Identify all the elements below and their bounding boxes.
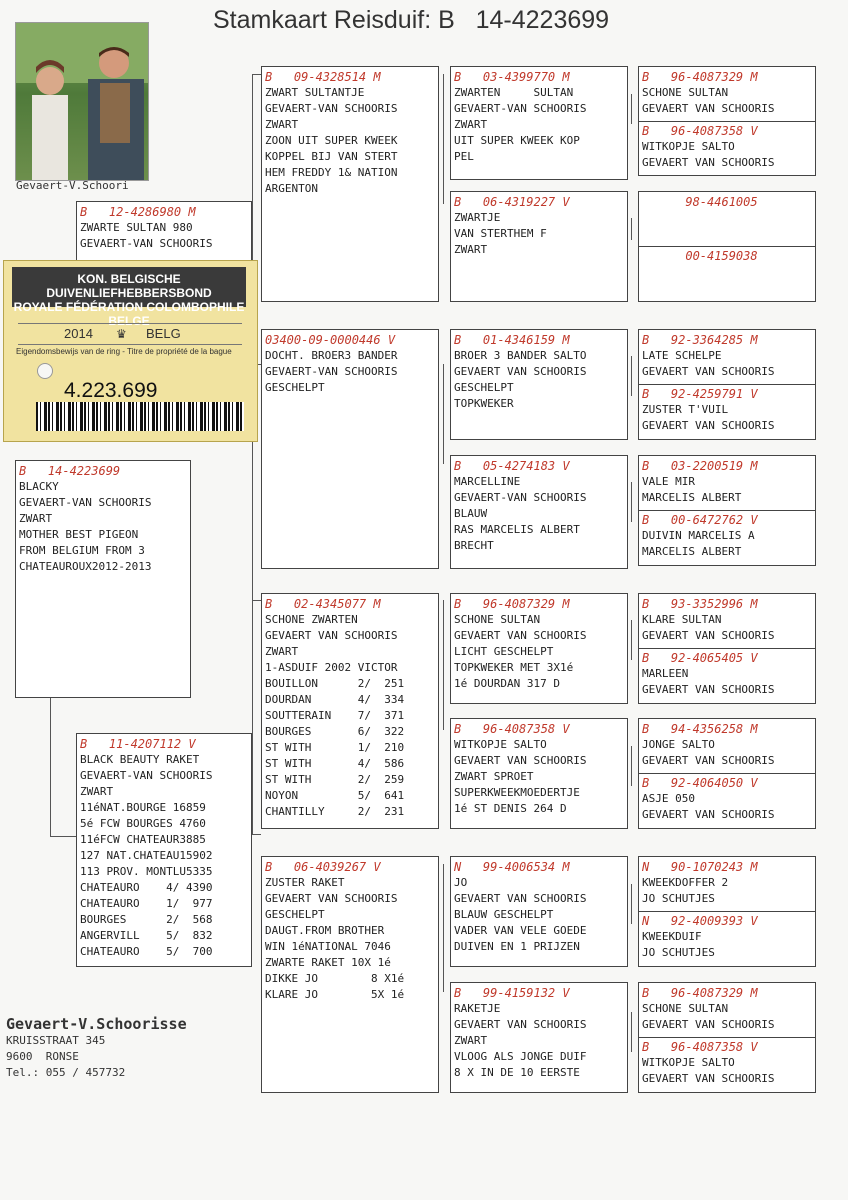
info-line: 8 X IN DE 10 EERSTE [454,1066,580,1079]
info-line: BLACK BEAUTY RAKET [80,753,200,766]
info-line: GEVAERT VAN SCHOORIS [642,808,775,821]
g4-sire [642,721,812,769]
info-line: ZWART [80,785,114,798]
g4-sire [642,194,812,210]
divider [639,648,815,649]
connector [631,356,632,396]
g4-pair-box [638,191,816,302]
info-line: GEVAERT VAN SCHOORIS [642,629,775,642]
info-line: ZWARTEN SULTAN [454,86,574,99]
g4-sire [642,985,812,1033]
info-line: MARCELLINE [454,475,521,488]
info-line: MOTHER BEST PIGEON [19,528,139,541]
info-line: PEL [454,150,474,163]
info-line: GEVAERT VAN SCHOORIS [454,892,587,905]
great-grandparent-box [450,982,628,1093]
info-line: ZUSTER RAKET [265,876,345,889]
ring-number: B 09-4328514 M [265,70,381,84]
great-grandparent-box [450,191,628,302]
great-grandparent-box [450,856,628,967]
connector [252,600,261,601]
g4-sire [642,69,812,117]
info-line: VADER VAN VELE GOEDE [454,924,587,937]
ring-number: B 96-4087329 M [642,986,758,1000]
page-title: Stamkaart Reisduif: B 14-4223699 [213,6,610,34]
ring-number: N 99-4006534 M [454,860,570,874]
grandparent-box [261,856,439,1093]
info-line: GEVAERT VAN SCHOORIS [642,102,775,115]
divider [639,1037,815,1038]
ring-card-subtitle: Eigendomsbewijs van de ring - Titre de propriété de la bague [16,347,232,356]
info-line: GESCHELPT [265,908,325,921]
info-line: WITKOPJE SALTO [642,140,735,153]
connector [50,836,76,837]
connector [631,218,632,240]
result-line: ST WITH 2/ 259 [265,773,405,786]
ring-number: B 06-4039267 V [265,860,381,874]
ring-number: B 03-4399770 M [454,70,570,84]
info-line: 127 NAT.CHATEAU15902 [80,849,213,862]
ring-number: B 96-4087358 V [642,124,758,138]
connector [252,74,253,834]
result-line: CHANTILLY 2/ 231 [265,805,405,818]
info-line: BLAUW GESCHELPT [454,908,554,921]
info-line: JONGE SALTO [642,738,715,751]
info-line: 5é FCW BOURGES 4760 [80,817,206,830]
ring-number: N 92-4009393 V [642,914,758,928]
result-line: ST WITH 1/ 210 [265,741,405,754]
info-line: LATE SCHELPE [642,349,722,362]
info-line: GEVAERT VAN SCHOORIS [454,629,587,642]
owner-city: 9600 RONSE [6,1050,79,1063]
org-name-nl: KON. BELGISCHE DUIVENLIEFHEBBERSBOND [46,272,212,300]
info-line: KOPPEL BIJ VAN STERT [265,150,398,163]
info-line: TOPKWEKER [454,397,514,410]
g4-pair-box [638,593,816,704]
ring-number: B 96-4087329 M [642,70,758,84]
grandparent-box [261,593,439,829]
ring-number: B 11-4207112 V [80,737,196,751]
info-line: DUIVEN EN 1 PRIJZEN [454,940,580,953]
ring-country: BELG [146,326,181,341]
info-line: SUPERKWEEKMOEDERTJE [454,786,580,799]
divider [639,510,815,511]
g4-pair-box [638,329,816,440]
info-line: BLAUW [454,507,488,520]
ring-number: B 03-2200519 M [642,459,758,473]
info-line: GEVAERT VAN SCHOORIS [642,683,775,696]
result-line: SOUTTERAIN 7/ 371 [265,709,405,722]
great-grandparent-box [450,329,628,440]
ring-number: B 96-4087358 V [642,1040,758,1054]
info-line: ARGENTON [265,182,318,195]
great-grandparent-box [450,593,628,704]
result-line: DOURDAN 4/ 334 [265,693,405,706]
info-line: LICHT GESCHELPT [454,645,554,658]
owner-name: Gevaert-V.Schoorisse [6,1015,187,1033]
ring-number: 00-4159038 [642,249,758,263]
info-line: JO SCHUTJES [642,892,715,905]
info-line: BRECHT [454,539,494,552]
ring-number: B 00-6472762 V [642,513,758,527]
breeder: GEVAERT-VAN SCHOORIS [80,237,213,250]
connector [443,864,444,992]
divider [639,911,815,912]
connector [50,698,51,836]
info-line: ZWART [454,1034,488,1047]
info-line: 1é DOURDAN 317 D [454,677,560,690]
connector [252,834,261,835]
info-line: WIN 1éNATIONAL 7046 [265,940,391,953]
info-line: ASJE 050 [642,792,695,805]
pigeon-name: ZWARTE SULTAN 980 [80,221,193,234]
result-line: CHATEAURO 4/ 4390 [80,881,213,894]
g4-dam [642,512,758,560]
info-line: GEVAERT VAN SCHOORIS [265,629,398,642]
g4-pair-box [638,856,816,967]
info-line: 113 PROV. MONTLU5335 [80,865,213,878]
info-line: SCHONE SULTAN [454,613,541,626]
g4-pair-box [638,66,816,176]
ring-number: B 93-3352996 M [642,597,758,611]
connector [631,884,632,924]
ring-card-number: 4.223.699 [64,379,158,402]
ring-number: B 05-4274183 V [454,459,570,473]
g4-pair-box [638,982,816,1093]
info-line: 1-ASDUIF 2002 VICTOR [265,661,398,674]
org-name-fr: ROYALE FÉDÉRATION COLOMBOPHILE BELGE [13,300,245,328]
info-line: KWEEKDUIF [642,930,702,943]
connector [443,600,444,730]
info-line: GEVAERT-VAN SCHOORIS [80,769,213,782]
grandparent-box [261,66,439,302]
info-line: KWEEKDOFFER 2 [642,876,729,889]
info-line: BROER 3 BANDER SALTO [454,349,587,362]
info-line: MARCELIS ALBERT [642,491,742,504]
info-line: TOPKWEKER MET 3X1é [454,661,574,674]
info-line: HEM FREDDY 1& NATION [265,166,398,179]
owner-photo [15,22,149,181]
ring-number: B 92-4065405 V [642,651,758,665]
ring-number: B 96-4087358 V [454,722,570,736]
result-line: BOURGES 2/ 568 [80,913,213,926]
info-line: SCHONE SULTAN [642,86,729,99]
g4-dam [642,386,774,434]
info-line: ZUSTER T'VUIL [642,403,729,416]
pigeon-box [15,460,191,698]
ring-number: B 92-3364285 M [642,333,758,347]
connector [631,94,632,124]
ring-year: 2014 [64,326,93,341]
info-line: GEVAERT VAN SCHOORIS [642,1072,775,1085]
ring-number: B 99-4159132 V [454,986,570,1000]
info-line: ZWART [19,512,53,525]
info-line: GEVAERT-VAN SCHOORIS [265,102,398,115]
result-line: ST WITH 4/ 586 [265,757,405,770]
g4-sire [642,332,812,380]
info-line: ZWART SULTANTJE [265,86,365,99]
info-line: RAS MARCELIS ALBERT [454,523,580,536]
info-line: VAN STERTHEM F [454,227,547,240]
info-line: MARLEEN [642,667,689,680]
info-line: KLARE JO 5X 1é [265,988,405,1001]
result-line: BOURGES 6/ 322 [265,725,405,738]
ring-number: N 90-1070243 M [642,860,758,874]
info-line: FROM BELGIUM FROM 3 [19,544,145,557]
barcode [36,402,244,431]
info-line: GEVAERT-VAN SCHOORIS [454,102,587,115]
info-line: DOCHT. BROER3 BANDER [265,349,398,362]
connector [443,364,444,464]
info-line: BLACKY [19,480,59,493]
punch-hole [37,363,53,379]
owner-phone: Tel.: 055 / 457732 [6,1066,126,1079]
ring-number: B 92-4064050 V [642,776,758,790]
info-line: GEVAERT VAN SCHOORIS [642,1018,775,1031]
info-line: VLOOG ALS JONGE DUIF [454,1050,587,1063]
divider [639,384,815,385]
g4-dam [642,1039,774,1087]
grandparent-box [261,329,439,569]
result-line: BOUILLON 2/ 251 [265,677,405,690]
g4-dam [642,123,774,171]
info-line: GEVAERT VAN SCHOORIS [454,365,587,378]
info-line: GEVAERT VAN SCHOORIS [642,754,775,767]
result-line: CHATEAURO 5/ 700 [80,945,213,958]
info-line: MARCELIS ALBERT [642,545,742,558]
info-line: ZWARTE RAKET 10X 1é [265,956,391,969]
info-line: ZWART [454,243,488,256]
info-line: SCHONE ZWARTEN [265,613,358,626]
info-line: GEVAERT VAN SCHOORIS [265,892,398,905]
g4-dam [642,913,758,961]
ring-number: B 12-4286980 M [80,205,196,219]
info-line: WITKOPJE SALTO [454,738,547,751]
result-line: ANGERVILL 5/ 832 [80,929,213,942]
info-line: GESCHELPT [454,381,514,394]
ring-card-header [12,267,246,328]
info-line: RAKETJE [454,1002,501,1015]
divider [639,246,815,247]
info-line: DIKKE JO 8 X1é [265,972,405,985]
g4-sire [642,458,812,506]
info-line: DUIVIN MARCELIS A [642,529,755,542]
owner-block [6,1015,187,1081]
mother-box [76,733,252,967]
ring-number: B 01-4346159 M [454,333,570,347]
info-line: CHATEAUROUX2012-2013 [19,560,152,573]
info-line: GEVAERT-VAN SCHOORIS [454,491,587,504]
ring-number: B 02-4345077 M [265,597,381,611]
ring-card [3,260,258,442]
g4-sire [642,596,812,644]
info-line: GEVAERT VAN SCHOORIS [642,419,775,432]
ring-card-year-row [18,323,242,345]
connector [443,74,444,204]
connector [631,1012,632,1052]
great-grandparent-box [450,718,628,829]
ring-number: 98-4461005 [642,195,758,209]
info-line: GEVAERT VAN SCHOORIS [454,1018,587,1031]
info-line: 1é ST DENIS 264 D [454,802,567,815]
info-line: DAUGT.FROM BROTHER [265,924,385,937]
ring-number: 03400-09-0000446 V [265,333,396,347]
info-line: 11éFCW CHATEAUR3885 [80,833,206,846]
g4-pair-box [638,718,816,829]
info-line: GESCHELPT [265,381,325,394]
info-line: GEVAERT VAN SCHOORIS [642,156,775,169]
info-line: ZWART [265,118,299,131]
info-line: GEVAERT VAN SCHOORIS [642,365,775,378]
info-line: GEVAERT VAN SCHOORIS [454,754,587,767]
g4-pair-box [638,455,816,566]
info-line: ZWARTJE [454,211,501,224]
divider [639,121,815,122]
result-line: CHATEAURO 1/ 977 [80,897,213,910]
ring-number: B 94-4356258 M [642,722,758,736]
photo-caption: Gevaert-V.Schoori [16,179,129,192]
great-grandparent-box [450,455,628,569]
ring-number: B 14-4223699 [19,464,121,478]
info-line: 11éNAT.BOURGE 16859 [80,801,206,814]
info-line: KLARE SULTAN [642,613,722,626]
connector [252,74,261,75]
connector [631,620,632,660]
ring-number: B 92-4259791 V [642,387,758,401]
ring-number: B 96-4087329 M [454,597,570,611]
father-box [76,201,252,261]
info-line: ZWART SPROET [454,770,534,783]
connector [631,482,632,522]
owner-street: KRUISSTRAAT 345 [6,1034,106,1047]
info-line: ZWART [265,645,299,658]
g4-dam [642,248,758,264]
info-line: GEVAERT-VAN SCHOORIS [265,365,398,378]
info-line: JO [454,876,468,889]
info-line: GEVAERT-VAN SCHOORIS [19,496,152,509]
great-grandparent-box [450,66,628,180]
result-line: NOYON 5/ 641 [265,789,405,802]
info-line: SCHONE SULTAN [642,1002,729,1015]
ring-number: B 06-4319227 V [454,195,570,209]
g4-dam [642,775,774,823]
info-line: VALE MIR [642,475,695,488]
connector [631,746,632,786]
g4-dam [642,650,774,698]
info-line: UIT SUPER KWEEK KOP [454,134,580,147]
info-line: JO SCHUTJES [642,946,715,959]
info-line: ZWART [454,118,488,131]
info-line: ZOON UIT SUPER KWEEK [265,134,398,147]
info-line: WITKOPJE SALTO [642,1056,735,1069]
divider [639,773,815,774]
g4-sire [642,859,812,907]
crown-icon: ♛ [116,327,127,341]
